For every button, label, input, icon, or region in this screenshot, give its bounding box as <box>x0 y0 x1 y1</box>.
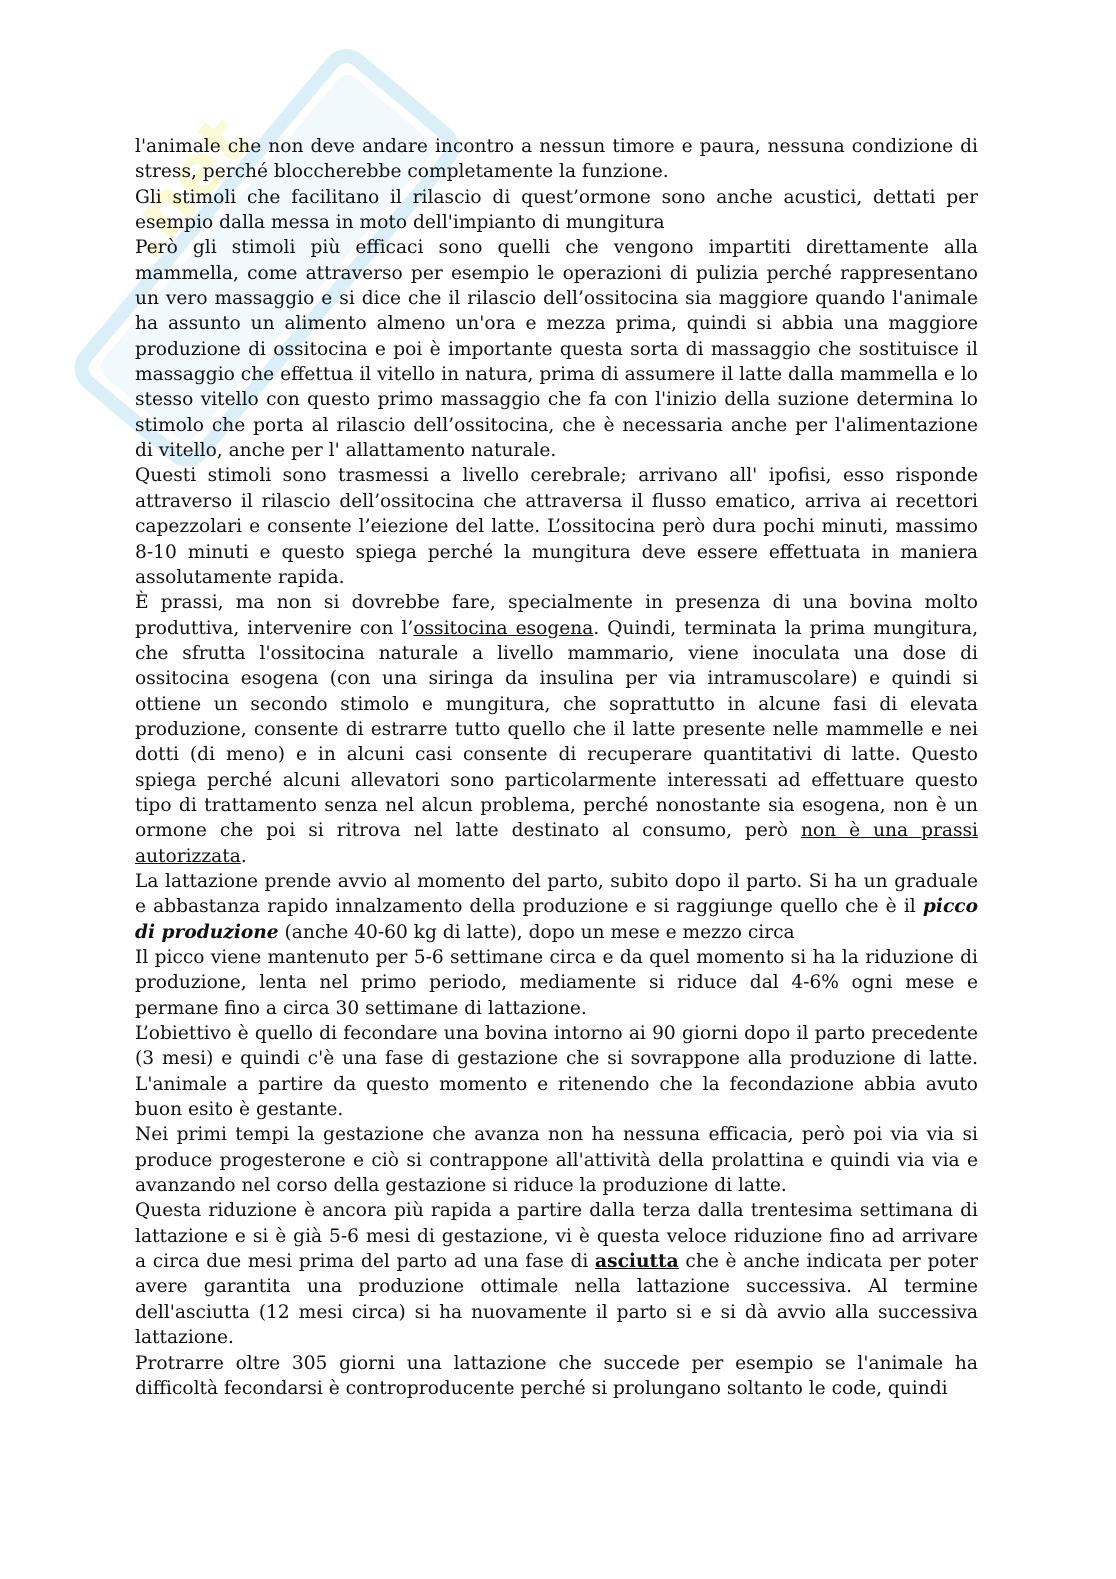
text-run: Però gli stimoli più efficaci sono quelli che vengono impartiti direttamente alla mammella, come attraverso per esempio le operazioni di pulizia perché rappresentano un vero massaggio e si dice che il rilascio dell’ossitocina sia maggiore quando l'animale ha assunto un alimento almeno un'ora e mezza prima, quindi si abbia una maggiore produzione di ossitocina e poi è importante questa sorta di massaggio che sostituisce il massaggio che effettua il vitello in natura, prima di assumere il latte dalla mammella e lo stesso vitello con questo primo massaggio che fa con l'inizio della suzione determina lo stimolo che porta al rilascio dell’ossitocina, che è necessaria anche per l'alimentazione di vitello, anche per l' allattamento naturale. <box>135 237 978 462</box>
paragraph <box>135 235 978 463</box>
paragraph <box>135 945 978 1021</box>
text-run: (anche 40-60 kg di latte), dopo un mese e mezzo circa <box>278 921 795 943</box>
body-text <box>135 134 978 1401</box>
paragraph <box>135 1351 978 1402</box>
text-run: Questi stimoli sono trasmessi a livello cerebrale; arrivano all' ipofisi, esso risponde attraverso il rilascio dell’ossitocina che attraversa il flusso ematico, arriva ai recettori capezzolari e consente l’eiezione del latte. L’ossitocina però dura pochi minuti, massimo 8-10 minuti e questo spiega perché la mungitura deve essere effettuata in maniera assolutamente rapida. <box>135 465 978 588</box>
text-run: che è anche indicata per poter avere garantita una produzione ottimale nella lattazione successiva. Al termine dell'asciutta (12 mesi circa) si ha nuovamente il parto si e si dà avvio alla successiva lattazione. <box>135 1251 978 1349</box>
text-run: La lattazione prende avvio al momento del parto, subito dopo il parto. Si ha un graduale e abbastanza rapido innalzamento della produzione e si raggiunge quello che è il <box>135 870 978 918</box>
paragraph <box>135 869 978 945</box>
emphasized-text: picco di produzione <box>135 896 978 943</box>
paragraph <box>135 1198 978 1350</box>
text-run: Questa riduzione è ancora più rapida a partire dalla terza dalla trentesima settimana di lattazione e si è già 5-6 mesi di gestazione, vi è questa veloce riduzione fino ad arrivare a circa due mesi prima del parto ad una fase di <box>135 1200 978 1273</box>
text-run: . Quindi, terminata la prima mungitura, che sfrutta l'ossitocina naturale a livello mammario, viene inoculata una dose di ossitocina esogena (con una siringa da insulina per via intramuscolare) e quindi si ottiene un secondo stimolo e mungitura, che soprattutto in alcune fasi di elevata produzione, consente di estrarre tutto quello che il latte presente nelle mammelle e nei dotti (di meno) e in alcuni casi consente di recuperare quantitativi di latte. Questo spiega perché alcuni allevatori sono particolarmente interessati ad effettuare questo tipo di trattamento senza nel alcun problema, perché nonostante sia esogena, non è un ormone che poi si ritrova nel latte destinato al consumo, però <box>135 617 978 842</box>
text-run: Il picco viene mantenuto per 5-6 settimane circa e da quel momento si ha la riduzione di produzione, lenta nel primo periodo, mediamente si riduce dal 4-6% ogni mese e permane fino a circa 30 settimane di lattazione. <box>135 947 978 1019</box>
text-run: . <box>240 845 247 867</box>
emphasized-text: ossitocina esogena <box>413 617 594 639</box>
svg-text:.net: .net <box>101 101 266 275</box>
text-run: Gli stimoli che facilitano il rilascio di quest’ormone sono anche acustici, dettati per esempio dalla messa in moto dell'impianto di mungitura <box>135 186 978 234</box>
paragraph <box>135 1021 978 1122</box>
paragraph <box>135 590 978 869</box>
emphasized-text: asciutta <box>595 1251 679 1273</box>
paragraph <box>135 463 978 590</box>
text-run: Nei primi tempi la gestazione che avanza non ha nessuna efficacia, però poi via via si produce progesterone e ciò si contrappone all'attività della prolattina e quindi via via e avanzando nel corso della gestazione si riduce la produzione di latte. <box>135 1124 978 1197</box>
emphasized-text: non è una prassi autorizzata <box>135 820 978 867</box>
paragraph <box>135 134 978 185</box>
text-run: L’obiettivo è quello di fecondare una bovina intorno ai 90 giorni dopo il parto precedente (3 mesi) e quindi c'è una fase di gestazione che si sovrappone alla produzione di latte. L'animale a partire da questo momento e ritenendo che la fecondazione abbia avuto buon esito è gestante. <box>135 1023 978 1121</box>
text-run: Protrarre oltre 305 giorni una lattazione che succede per esempio se l'animale ha difficoltà fecondarsi è controproducente perché si prolungano soltanto le code, quindi <box>135 1352 978 1399</box>
text-run: È prassi, ma non si dovrebbe fare, specialmente in presenza di una bovina molto produttiva, intervenire con l’ <box>135 592 978 639</box>
text-run: l'animale che non deve andare incontro a nessun timore e paura, nessuna condizione di stress, perché bloccherebbe completamente la funzione. <box>135 136 978 183</box>
paragraph <box>135 1122 978 1198</box>
paragraph <box>135 185 978 236</box>
